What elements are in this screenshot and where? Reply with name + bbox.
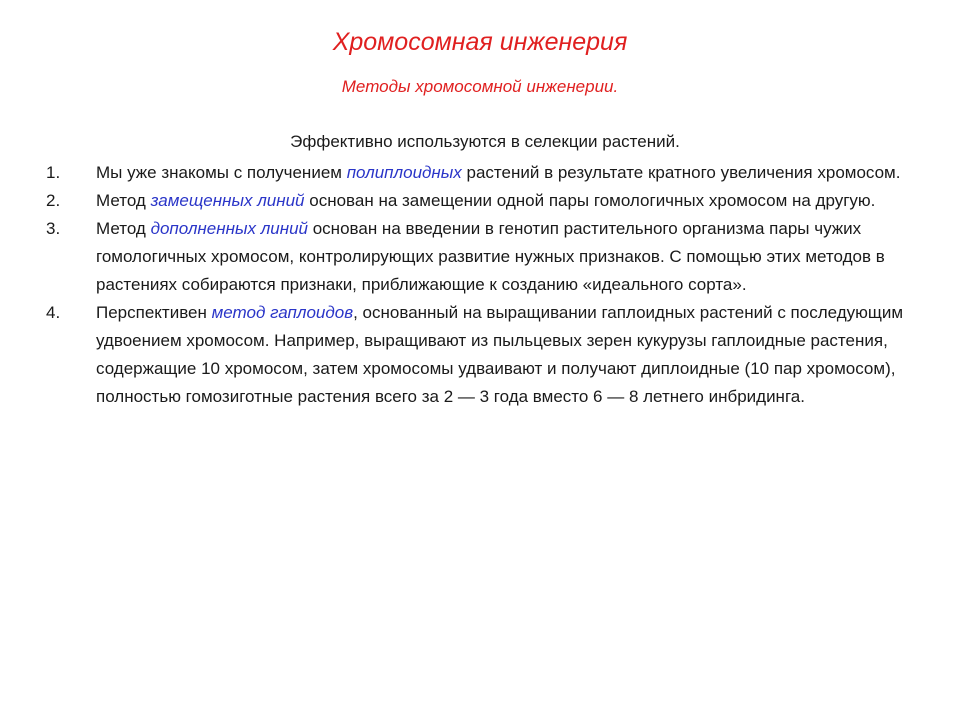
list-item-number: 4. — [46, 303, 61, 322]
list-item-highlight: замещенных линий — [150, 191, 305, 210]
intro-text: Эффективно используются в селекции растений. — [290, 132, 680, 151]
list-item — [46, 187, 926, 215]
list-item-highlight: метод гаплоидов — [211, 303, 354, 322]
list-item-text-before: Перспективен — [96, 303, 212, 322]
list-item-number: 2. — [46, 191, 61, 210]
list-item-text-after: , основанный на выращивании гаплоидных растений с последующим удвоением хромосом. Например, выращивают из пыльцевых зерен кукурузы гаплоидные растения, содержащие 10 хромосом, затем хромосомы удваивают и получают диплоидные (10 пар хромосом), полностью гомозиготные растения всего за 2 — 3 года вместо 6 — 8 летнего инбридинга. — [96, 303, 904, 406]
list-item-number: 3. — [46, 219, 61, 238]
list-item-number: 1. — [46, 163, 61, 182]
list-item — [46, 159, 926, 187]
methods-list — [46, 159, 926, 411]
list-item-text-after: основан на замещении одной пары гомологичных хромосом на другую. — [304, 191, 876, 210]
list-item-text-before: Мы уже знакомы с получением — [96, 163, 347, 182]
list-item-text-before: Метод — [96, 191, 151, 210]
list-item-highlight: дополненных линий — [150, 219, 308, 238]
list-item — [46, 215, 926, 299]
list-item-highlight: полиплоидных — [346, 163, 462, 182]
list-item-text-before: Метод — [96, 219, 151, 238]
slide-subtitle: Методы хромосомной инженерии. — [341, 77, 619, 96]
list-item — [46, 299, 926, 411]
list-item-text-after: основан на введении в генотип растительного организма пары чужих гомологичных хромосом, контролирующих развитие нужных признаков. С помощью этих методов в растениях собираются признаки, приближающие к созданию «идеального сорта». — [96, 219, 885, 294]
list-item-text-after: растений в результате кратного увеличения хромосом. — [461, 163, 901, 182]
slide-title: Хромосомная инженерия — [332, 28, 628, 56]
